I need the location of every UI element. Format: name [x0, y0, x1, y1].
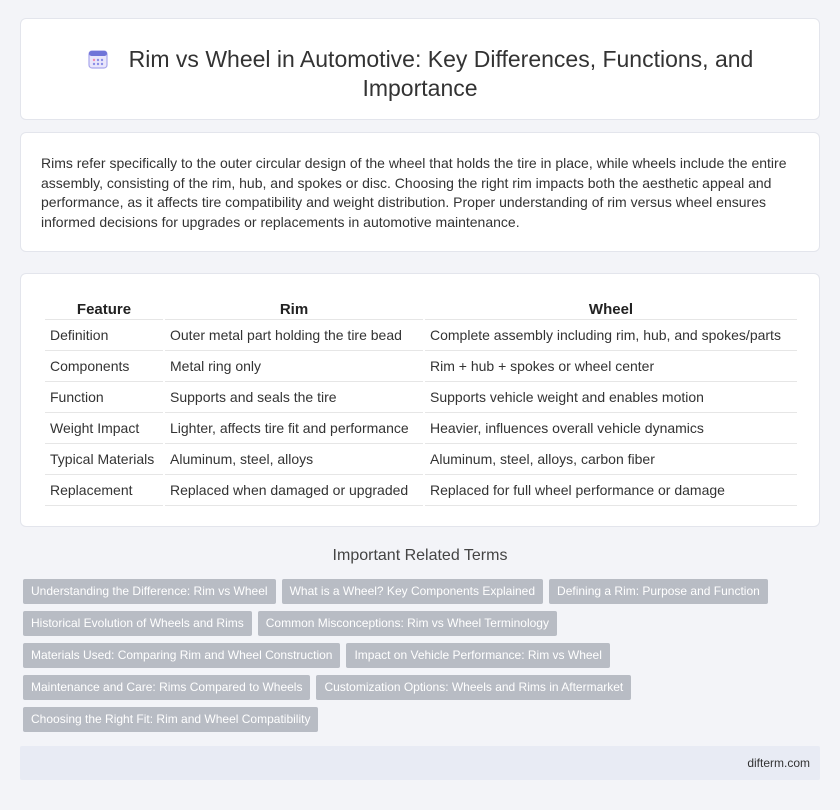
- comparison-card: [20, 273, 820, 527]
- tag-link[interactable]: Defining a Rim: Purpose and Function: [549, 579, 768, 604]
- cell-rim: Replaced when damaged or upgraded: [165, 475, 423, 506]
- cell-rim: Metal ring only: [165, 351, 423, 382]
- page-title-wrap: [61, 45, 779, 103]
- cell-rim: Supports and seals the tire: [165, 382, 423, 413]
- table-header-row: [45, 296, 797, 320]
- cell-feature: Weight Impact: [45, 413, 163, 444]
- table-row: [45, 382, 797, 413]
- tag-link[interactable]: Impact on Vehicle Performance: Rim vs Wheel: [346, 643, 609, 668]
- tag-link[interactable]: Understanding the Difference: Rim vs Wheel: [23, 579, 276, 604]
- header-wheel: Wheel: [425, 296, 797, 320]
- cell-wheel: Supports vehicle weight and enables motion: [425, 382, 797, 413]
- footer-site-link[interactable]: difterm.com: [747, 756, 810, 770]
- calendar-icon: [87, 48, 109, 70]
- cell-wheel: Heavier, influences overall vehicle dynamics: [425, 413, 797, 444]
- cell-feature: Replacement: [45, 475, 163, 506]
- tag-link[interactable]: Materials Used: Comparing Rim and Wheel Construction: [23, 643, 340, 668]
- tag-link[interactable]: What is a Wheel? Key Components Explained: [282, 579, 543, 604]
- table-row: [45, 413, 797, 444]
- table-row: [45, 351, 797, 382]
- tag-link[interactable]: Common Misconceptions: Rim vs Wheel Terminology: [258, 611, 557, 636]
- intro-card: [20, 132, 820, 252]
- cell-feature: Definition: [45, 320, 163, 351]
- table-row: [45, 444, 797, 475]
- cell-wheel: Replaced for full wheel performance or damage: [425, 475, 797, 506]
- header-feature: Feature: [45, 296, 163, 320]
- related-terms-tags: [23, 579, 783, 739]
- cell-wheel: Aluminum, steel, alloys, carbon fiber: [425, 444, 797, 475]
- related-terms-title: Important Related Terms: [332, 547, 508, 564]
- table-row: [45, 320, 797, 351]
- page-title: Rim vs Wheel in Automotive: Key Differences, Functions, and Importance: [128, 46, 754, 101]
- header-card: [20, 18, 820, 120]
- intro-paragraph: Rims refer specifically to the outer circular design of the wheel that holds the tire in place, while wheels include the entire assembly, consisting of the rim, hub, and spokes or disc. Choosing the right rim impacts both the aesthetic appeal and performance, as it affects tire compatibility and weight distribution. Proper understanding of rim versus wheel ensures informed decisions for upgrades or replacements in automotive maintenance.: [41, 155, 787, 230]
- cell-wheel: Rim + hub + spokes or wheel center: [425, 351, 797, 382]
- cell-rim: Aluminum, steel, alloys: [165, 444, 423, 475]
- footer: [20, 746, 820, 780]
- comparison-table: [43, 296, 799, 506]
- tag-link[interactable]: Historical Evolution of Wheels and Rims: [23, 611, 252, 636]
- cell-rim: Lighter, affects tire fit and performance: [165, 413, 423, 444]
- header-rim: Rim: [165, 296, 423, 320]
- tag-link[interactable]: Maintenance and Care: Rims Compared to Wheels: [23, 675, 310, 700]
- cell-rim: Outer metal part holding the tire bead: [165, 320, 423, 351]
- cell-wheel: Complete assembly including rim, hub, and spokes/parts: [425, 320, 797, 351]
- table-row: [45, 475, 797, 506]
- cell-feature: Typical Materials: [45, 444, 163, 475]
- cell-feature: Components: [45, 351, 163, 382]
- tag-link[interactable]: Customization Options: Wheels and Rims in Aftermarket: [316, 675, 631, 700]
- tag-link[interactable]: Choosing the Right Fit: Rim and Wheel Compatibility: [23, 707, 318, 732]
- cell-feature: Function: [45, 382, 163, 413]
